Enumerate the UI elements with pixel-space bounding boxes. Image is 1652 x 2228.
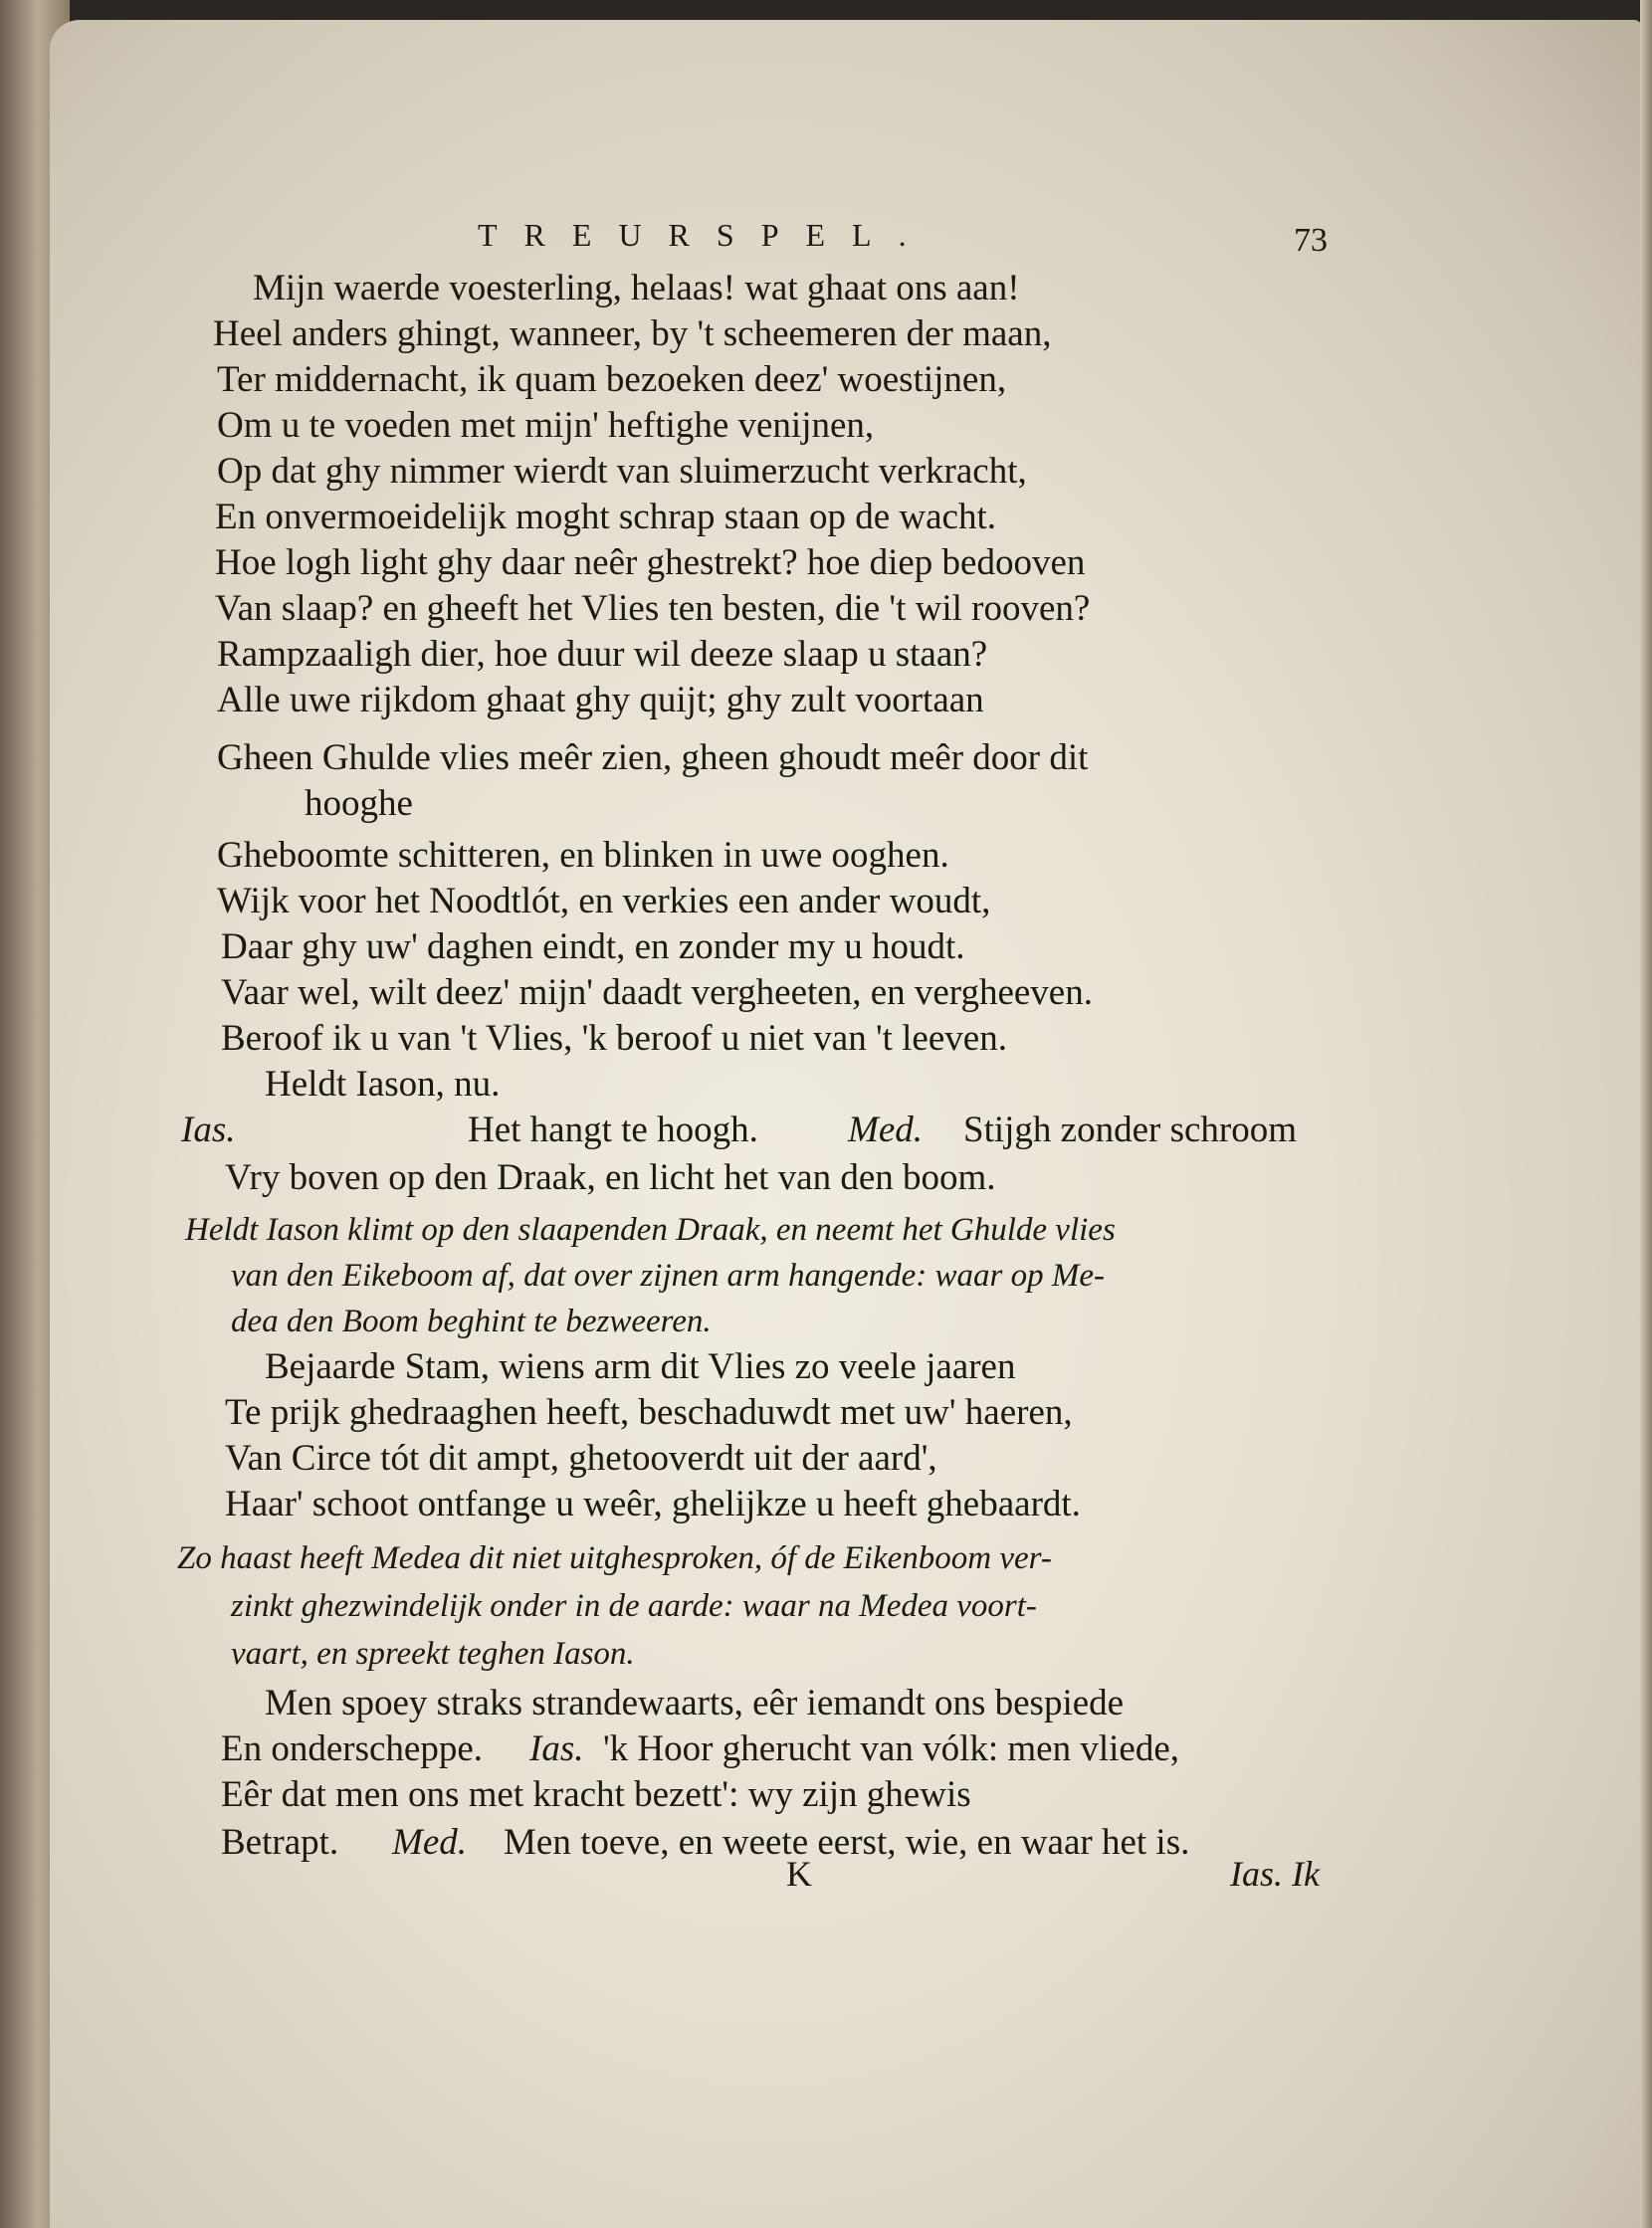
verse-line: Te prijk ghedraaghen heeft, beschaduwdt met uw' haeren, — [225, 1392, 1073, 1433]
stage-direction: van den Eikeboom af, dat over zijnen arm hangende: waar op Me- — [231, 1258, 1105, 1294]
verse-line: Op dat ghy nimmer wierdt van sluimerzucht verkracht, — [217, 451, 1027, 492]
verse-line: Vry boven op den Draak, en licht het van den boom. — [225, 1157, 996, 1198]
page-number: 73 — [1294, 222, 1328, 259]
stage-direction: Zo haast heeft Medea dit niet uitghesproken, óf de Eikenboom ver- — [177, 1540, 1052, 1576]
verse-line: Gheboomte schitteren, en blinken in uwe ooghen. — [217, 835, 949, 876]
verse-line: Rampzaaligh dier, hoe duur wil deeze slaap u staan? — [217, 634, 988, 675]
speaker-label: Med. — [392, 1822, 467, 1863]
verse-line: En onderscheppe. — [221, 1728, 484, 1769]
stage-direction: zinkt ghezwindelijk onder in de aarde: waar na Medea voort- — [231, 1588, 1037, 1624]
signature-mark: K — [786, 1854, 812, 1894]
verse-line: Om u te voeden met mijn' heftighe venijnen, — [217, 405, 875, 446]
running-head: TREURSPEL. — [478, 217, 933, 253]
verse-line: Heel anders ghingt, wanneer, by 't scheemeren der maan, — [213, 313, 1052, 354]
verse-line: Bejaarde Stam, wiens arm dit Vlies zo veele jaaren — [265, 1346, 1016, 1387]
verse-line: Eêr dat men ons met kracht bezett': wy zijn ghewis — [221, 1774, 971, 1815]
verse-line: Gheen Ghulde vlies meêr zien, gheen ghoudt meêr door dit — [217, 737, 1089, 778]
verse-line: hooghe — [305, 783, 413, 824]
verse-line: Alle uwe rijkdom ghaat ghy quijt; ghy zult voortaan — [217, 680, 984, 720]
verse-line: Men toeve, en weete eerst, wie, en waar het is. — [504, 1822, 1190, 1863]
verse-line: Wijk voor het Noodtlót, en verkies een ander woudt, — [217, 881, 991, 921]
speaker-label: Ias. — [181, 1110, 236, 1150]
verse-line: Hoe logh light ghy daar neêr ghestrekt? hoe diep bedooven — [215, 542, 1086, 583]
verse-line: Ter middernacht, ik quam bezoeken deez' woestijnen, — [217, 359, 1007, 400]
verse-line: 'k Hoor gherucht van vólk: men vliede, — [603, 1728, 1179, 1769]
verse-line: Van slaap? en gheeft het Vlies ten besten, die 't wil rooven? — [215, 588, 1091, 629]
verse-line: Mijn waerde voesterling, helaas! wat ghaat ons aan! — [253, 268, 1020, 308]
verse-line: Het hangt te hoogh. — [468, 1110, 758, 1150]
verse-line: En onvermoeidelijk moght schrap staan op de wacht. — [215, 497, 997, 537]
verse-line: Haar' schoot ontfange u weêr, ghelijkze u heeft ghebaardt. — [225, 1484, 1081, 1524]
verse-line: Van Circe tót dit ampt, ghetooverdt uit der aard', — [225, 1438, 937, 1479]
verse-line: Heldt Iason, nu. — [265, 1064, 501, 1105]
catchword: Ias. Ik — [1230, 1854, 1320, 1894]
stage-direction: vaart, en spreekt teghen Iason. — [231, 1636, 635, 1672]
verse-line: Beroof ik u van 't Vlies, 'k beroof u niet van 't leeven. — [221, 1018, 1007, 1059]
verse-line: Betrapt. — [221, 1822, 339, 1863]
speaker-label: Med. — [848, 1110, 923, 1150]
verse-line: Stijgh zonder schroom — [963, 1110, 1298, 1150]
verse-line: Daar ghy uw' daghen eindt, en zonder my u houdt. — [221, 926, 965, 967]
verse-line: Vaar wel, wilt deez' mijn' daadt vergheeten, en vergheeven. — [221, 972, 1093, 1013]
verse-line: Men spoey straks strandewaarts, eêr iemandt ons bespiede — [265, 1683, 1125, 1723]
speaker-label: Ias. — [529, 1728, 584, 1769]
stage-direction: dea den Boom beghint te bezweeren. — [231, 1304, 712, 1339]
stage-direction: Heldt Iason klimt op den slaapenden Draak, en neemt het Ghulde vlies — [185, 1212, 1116, 1248]
